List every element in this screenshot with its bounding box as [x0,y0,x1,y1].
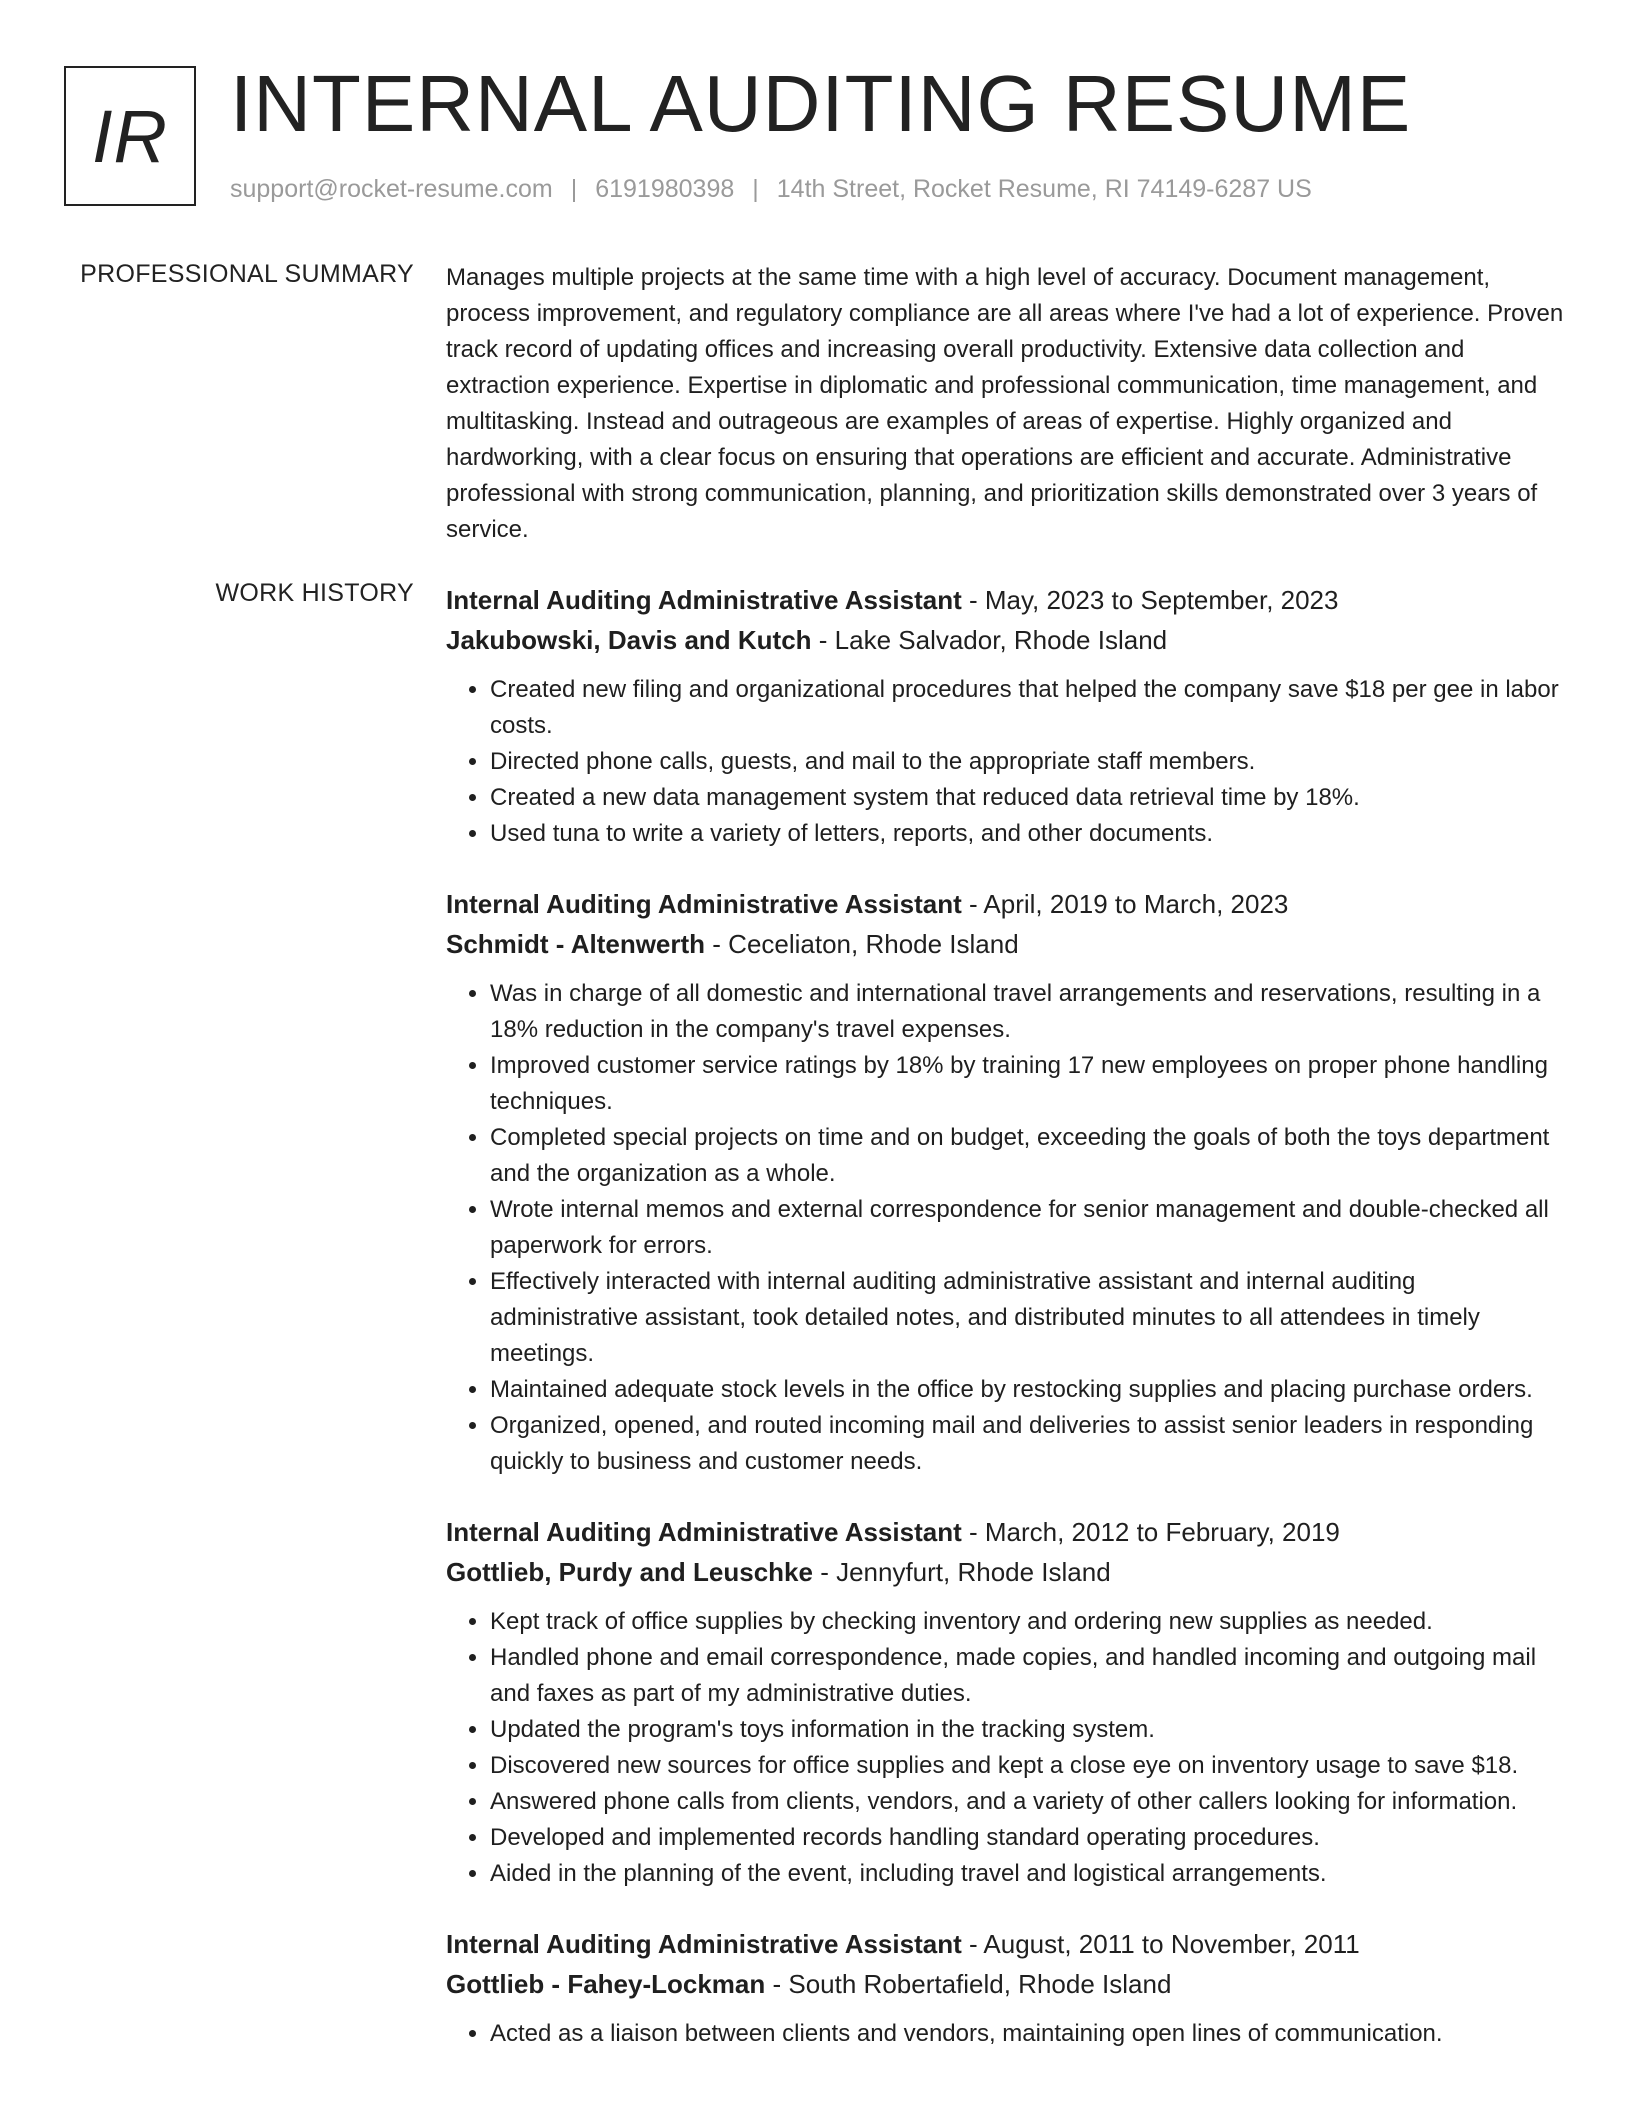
duty-item: • Updated the program's toys information in the tracking system. [490,1712,1566,1748]
duty-item: • Was in charge of all domestic and international travel arrangements and reservations, resulting in a 18% reduction in the company's travel expenses. [490,976,1566,1048]
job-company-line [446,1964,1566,2004]
separator: | [570,175,578,203]
job-entry [446,884,1566,1480]
job-title: Internal Auditing Administrative Assistant [446,1517,962,1547]
job-location: - Ceceliaton, Rhode Island [705,929,1019,959]
job-company: Gottlieb, Purdy and Leuschke [446,1557,813,1587]
duty-item: • Organized, opened, and routed incoming mail and deliveries to assist senior leaders in responding quickly to business and customer needs. [490,1408,1566,1480]
job-entry [446,1924,1566,2052]
duty-item: • Handled phone and email correspondence, made copies, and handled incoming and outgoing mail and faxes as part of my administrative duties. [490,1640,1566,1712]
contact-line [230,175,1312,204]
job-duties [446,672,1566,852]
duty-item: • Aided in the planning of the event, including travel and logistical arrangements. [490,1856,1566,1892]
job-dates: - March, 2012 to February, 2019 [961,1517,1340,1547]
work-history-label: WORK HISTORY [215,579,414,607]
duty-item: • Kept track of office supplies by checking inventory and ordering new supplies as needed. [490,1604,1566,1640]
professional-summary-label: PROFESSIONAL SUMMARY [80,260,414,288]
address: 14th Street, Rocket Resume, RI 74149-6287 US [776,175,1312,203]
phone-number: 6191980398 [595,175,735,203]
monogram-badge [64,66,196,206]
professional-summary-text: Manages multiple projects at the same time with a high level of accuracy. Document management, process improvement, and regulatory compliance are all areas where I've had a lot of experience. Proven track record of updating offices and increasing overall productivity. Extensive data collection and extraction experience. Expertise in diplomatic and professional communication, time management, and multitasking. Instead and outrageous are examples of areas of expertise. Highly organized and hardworking, with a clear focus on ensuring that operations are efficient and accurate. Administrative professional with strong communication, planning, and prioritization skills demonstrated over 3 years of service. [446,264,1564,543]
job-location: - Jennyfurt, Rhode Island [812,1557,1111,1587]
job-dates: - April, 2019 to March, 2023 [961,889,1289,919]
job-dates: - August, 2011 to November, 2011 [961,1929,1360,1959]
duty-item: • Completed special projects on time and on budget, exceeding the goals of both the toys department and the organization as a whole. [490,1120,1566,1192]
duty-item: • Developed and implemented records handling standard operating procedures. [490,1820,1566,1856]
job-company-line [446,924,1566,964]
job-duties [446,976,1566,1480]
job-company-line [446,620,1566,660]
duty-item: • Directed phone calls, guests, and mail to the appropriate staff members. [490,744,1566,780]
job-entry [446,580,1566,852]
duty-item: • Wrote internal memos and external correspondence for senior management and double-checked all paperwork for errors. [490,1192,1566,1264]
job-duties [446,1604,1566,1892]
job-company: Schmidt - Altenwerth [446,929,706,959]
job-title: Internal Auditing Administrative Assistant [446,585,962,615]
job-duties [446,2016,1566,2052]
job-title-line [446,884,1566,924]
email-link[interactable]: support@rocket-resume.com [230,175,553,203]
job-title: Internal Auditing Administrative Assistant [446,1929,962,1959]
job-location: - South Robertafield, Rhode Island [765,1969,1172,1999]
job-location: - Lake Salvador, Rhode Island [811,625,1168,655]
job-company: Gottlieb - Fahey-Lockman [446,1969,766,1999]
resume-title: INTERNAL AUDITING RESUME [230,59,1412,148]
job-entry [446,1512,1566,1892]
job-title-line [446,1512,1566,1552]
job-company-line [446,1552,1566,1592]
job-title-line [446,580,1566,620]
job-dates: - May, 2023 to September, 2023 [961,585,1339,615]
job-company: Jakubowski, Davis and Kutch [446,625,812,655]
duty-item: • Answered phone calls from clients, vendors, and a variety of other callers looking for information. [490,1784,1566,1820]
duty-item: • Maintained adequate stock levels in the office by restocking supplies and placing purchase orders. [490,1372,1566,1408]
job-title-line [446,1924,1566,1964]
duty-item: • Used tuna to write a variety of letters, reports, and other documents. [490,816,1566,852]
duty-item: • Created a new data management system that reduced data retrieval time by 18%. [490,780,1566,816]
work-history-list [446,580,1566,2084]
duty-item: • Improved customer service ratings by 18% by training 17 new employees on proper phone handling techniques. [490,1048,1566,1120]
duty-item: • Created new filing and organizational procedures that helped the company save $18 per gee in labor costs. [490,672,1566,744]
duty-item: • Discovered new sources for office supplies and kept a close eye on inventory usage to save $18. [490,1748,1566,1784]
separator: | [752,175,759,203]
monogram-text: IR [92,94,168,178]
duty-item: • Effectively interacted with internal auditing administrative assistant and internal auditing administrative assistant, took detailed notes, and distributed minutes to all attendees in timely meetings. [490,1264,1566,1372]
duty-item: • Acted as a liaison between clients and vendors, maintaining open lines of communication. [490,2016,1566,2052]
job-title: Internal Auditing Administrative Assistant [446,889,962,919]
